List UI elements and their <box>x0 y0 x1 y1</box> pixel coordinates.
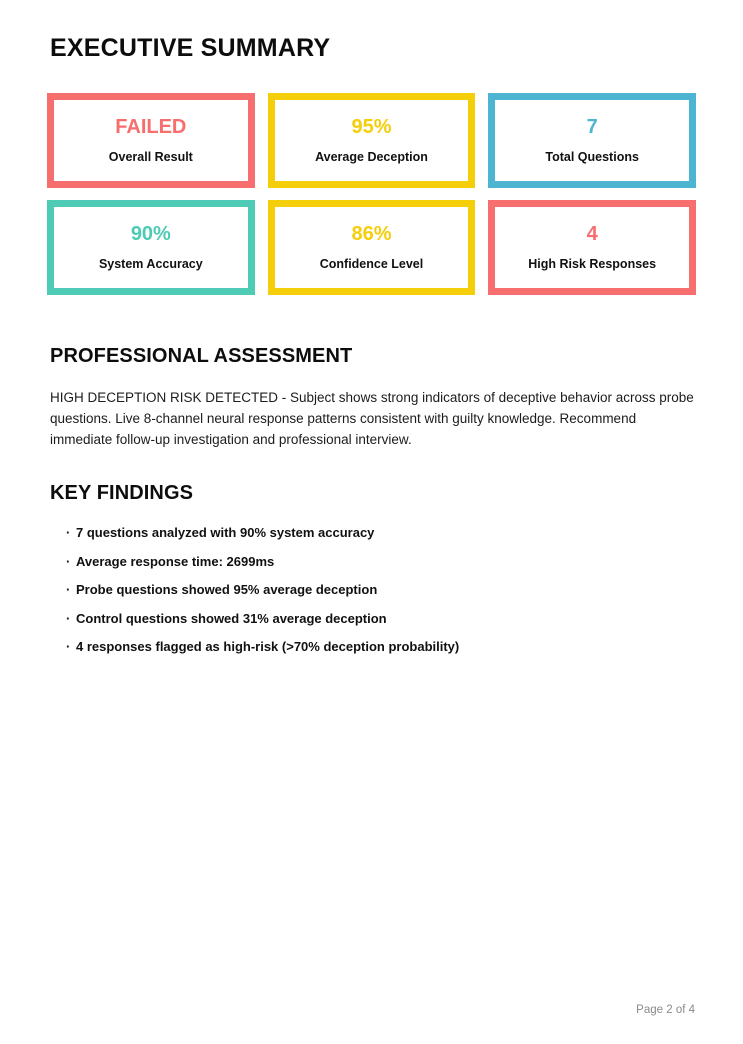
key-findings-section <box>50 482 695 669</box>
summary-card-label: High Risk Responses <box>528 257 657 272</box>
finding-text: Probe questions showed 95% average deception <box>76 582 378 597</box>
bullet-marker: · <box>66 553 71 569</box>
summary-cards <box>47 93 696 295</box>
finding-text: 7 questions analyzed with 90% system accuracy <box>76 525 375 540</box>
summary-card-label: Average Deception <box>315 150 428 165</box>
finding-item <box>66 583 695 596</box>
summary-card-value: FAILED <box>115 116 187 139</box>
professional-assessment-body: HIGH DECEPTION RISK DETECTED - Subject shows strong indicators of deceptive behavior across probe questions. Live 8-channel neural response patterns consistent with guilty knowledge. Recommend immediate follow-up investigation and professional interview. <box>50 390 694 447</box>
page-number: Page 2 of 4 <box>636 1004 695 1016</box>
key-findings-heading: KEY FINDINGS <box>50 482 194 504</box>
bullet-marker: · <box>66 525 71 540</box>
summary-card-value: 86% <box>351 223 392 246</box>
summary-card-value: 7 <box>586 116 598 139</box>
bullet-marker: · <box>66 582 71 597</box>
summary-card-value: 90% <box>130 223 171 246</box>
finding-item <box>66 555 695 568</box>
finding-text: Average response time: 2699ms <box>76 553 275 569</box>
bullet-marker: · <box>66 610 71 626</box>
summary-card <box>488 93 696 188</box>
finding-text: Control questions showed 31% average deception <box>76 610 387 626</box>
professional-assessment-heading: PROFESSIONAL ASSESSMENT <box>50 345 353 367</box>
finding-item <box>66 640 695 653</box>
summary-card-label: Overall Result <box>108 150 193 165</box>
summary-card-label: Confidence Level <box>319 257 424 272</box>
summary-card-value: 4 <box>586 223 598 246</box>
professional-assessment-section <box>50 345 695 450</box>
summary-card <box>488 200 696 295</box>
summary-card <box>268 93 476 188</box>
summary-card-label: System Accuracy <box>98 257 203 272</box>
finding-item <box>66 526 695 539</box>
summary-card-label: Total Questions <box>545 150 639 165</box>
page-title: EXECUTIVE SUMMARY <box>50 33 331 62</box>
summary-card <box>47 93 255 188</box>
finding-item <box>66 612 695 625</box>
summary-card <box>47 200 255 295</box>
summary-card <box>268 200 476 295</box>
finding-text: 4 responses flagged as high-risk (>70% deception probability) <box>76 639 460 654</box>
bullet-marker: · <box>66 639 71 654</box>
key-findings-list <box>50 526 695 653</box>
summary-card-value: 95% <box>351 116 392 139</box>
